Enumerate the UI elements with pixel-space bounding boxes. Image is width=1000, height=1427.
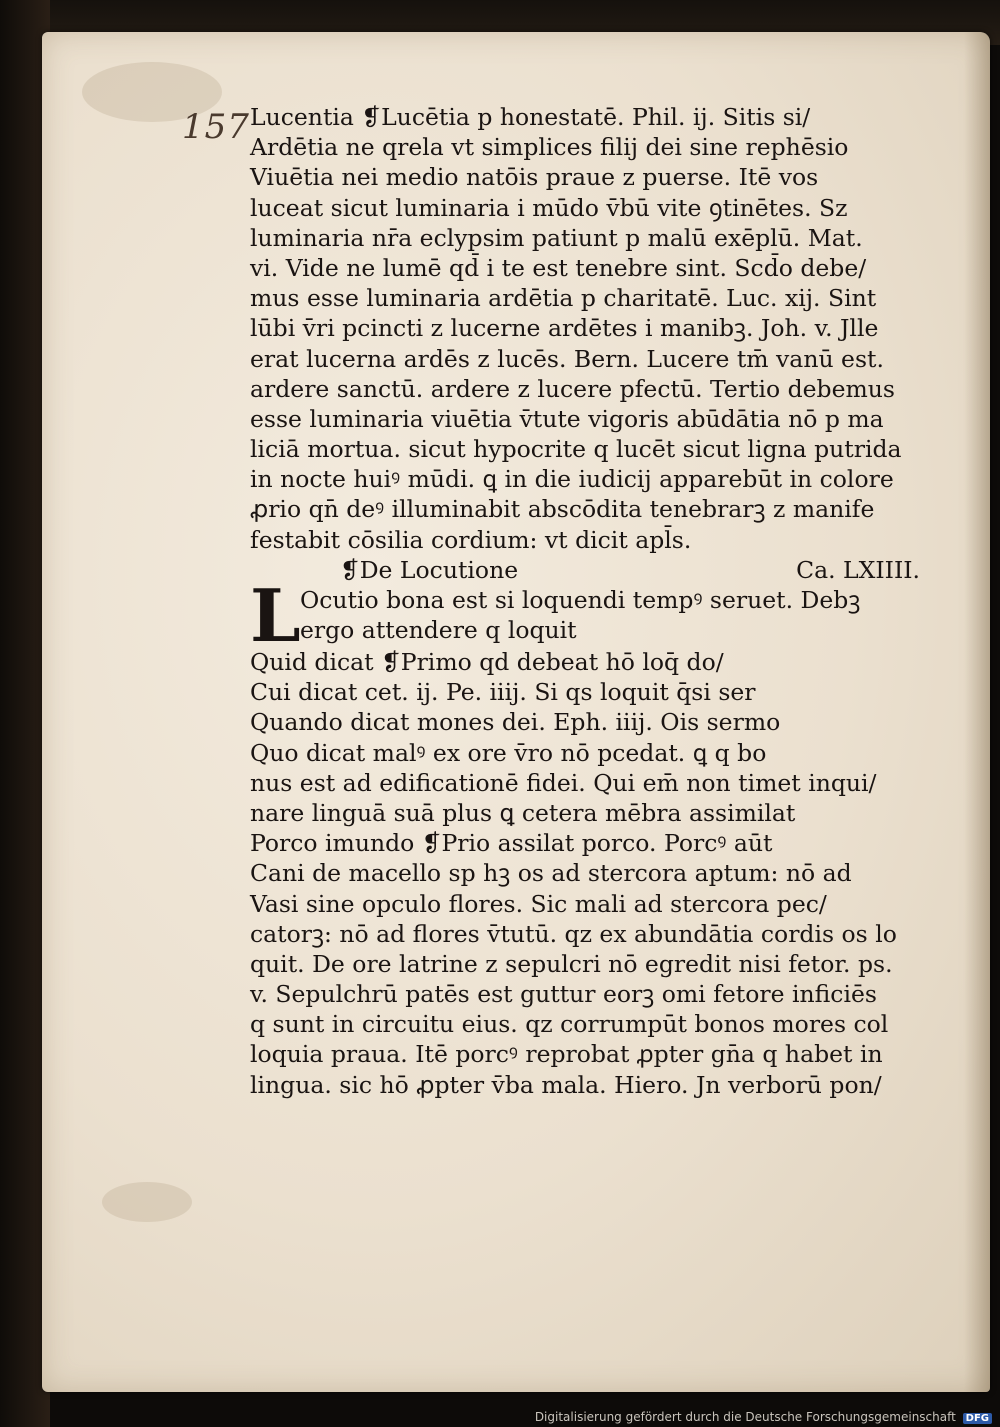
text-line: esse luminaria viuētia v̄tute vigoris abūdātia nō p ma [250, 404, 884, 433]
text-line: Lucentia ❡Lucētia p honestatē. Phil. ij. Sitis si/ [250, 103, 811, 131]
text-line: lūbi v̄ri pcincti z lucerne ardētes i manibꝫ. Joh. v. Jlle [250, 314, 879, 343]
text-line: liciā mortua. sicut hypocrite q lucēt sicut ligna putrida [250, 435, 902, 464]
text-line: Quando dicat mones dei. Eph. iiij. Ois sermo [250, 708, 781, 737]
text-line: nare linguā suā plus ꝗ cetera mēbra assimilat [250, 798, 796, 827]
text-line: vi. Vide ne lumē qd̄ i te est tenebre sint. Scd̄o debe/ [250, 253, 867, 282]
text-line: Porco imundo ❡Prio assilat porco. Porcꝰ aūt [250, 829, 773, 858]
paper-stain [102, 1182, 192, 1222]
text-line: Ocutio bona est si loquendi tempꝰ seruet. Debꝫ [300, 586, 861, 614]
text-line: ꝓrio qn̄ deꝰ illuminabit abscōdita tenebrarꝫ z manife [250, 495, 875, 524]
text-line: Vasi sine opculo flores. Sic mali ad stercora pec/ [250, 889, 827, 918]
folio-number: 157 [182, 107, 250, 147]
text-line: mus esse luminaria ardētia p charitatē. Luc. xij. Sint [250, 284, 877, 313]
text-line: Ardētia ne qrela vt simplices filij dei sine rephēsio [250, 133, 849, 162]
main-text [250, 102, 930, 1100]
locutione-opening [250, 573, 930, 658]
text-line: v. Sepulchrū patēs est guttur eorꝫ omi fetore inficiēs [250, 980, 877, 1009]
dfg-logo: DFG [963, 1413, 992, 1424]
text-line: ardere sanctū. ardere z lucere pfectū. Tertio debemus [250, 374, 895, 403]
page-edge-shadow [964, 32, 990, 1392]
porco-block [250, 828, 930, 1100]
book-page [42, 32, 990, 1392]
text-line: loquia praua. Itē porcꝰ reprobat ꝓpter gn̄a q habet in [250, 1040, 883, 1069]
text-line: Viuētia nei medio natōis praue z puerse. Itē vos [250, 163, 819, 192]
text-line: Quo dicat malꝰ ex ore v̄ro nō pcedat. ꝗ q bo [250, 738, 767, 767]
text-line: lingua. sic hō ꝓpter v̄ba mala. Hiero. Jn verborū pon/ [250, 1070, 882, 1099]
text-line: catorꝫ: nō ad flores v̄tutū. qz ex abundātia cordis os lo [250, 919, 897, 948]
text-line: Quid dicat ❡Primo qd debeat hō loq̄ do/ [250, 648, 724, 676]
chapter-number: Ca. LXIIII. [796, 555, 920, 584]
text-line: luminaria nr̄a eclypsim patiunt p malū exēplū. Mat. [250, 223, 863, 252]
chapter-heading [250, 555, 930, 585]
lucentia-block [250, 102, 930, 555]
text-line: quit. De ore latrine z sepulcri nō egredit nisi fetor. ps. [250, 949, 893, 978]
digitization-credit [535, 1410, 992, 1424]
quid-dicat-block [250, 647, 930, 828]
text-line: ergo attendere q loquit [300, 616, 577, 645]
text-line: erat lucerna ardēs z lucēs. Bern. Lucere tm̄ vanū est. [250, 344, 884, 373]
opening-lines [300, 585, 860, 647]
text-line: luceat sicut luminaria i mūdo v̄bū vite ꝯtinētes. Sz [250, 193, 848, 222]
text-line: q sunt in circuitu eius. qz corrumpūt bonos mores col [250, 1010, 889, 1039]
credit-text: Digitalisierung gefördert durch die Deutsche Forschungsgemeinschaft [534, 1410, 956, 1424]
text-line: Cani de macello sp hꝫ os ad stercora aptum: nō ad [250, 859, 852, 888]
text-line: Cui dicat cet. ij. Pe. iiij. Si qs loquit q̄si ser [250, 678, 756, 707]
text-line: festabit cōsilia cordium: vt dicit apl̄s. [250, 525, 692, 554]
text-line: in nocte huiꝰ mūdi. ꝗ in die iudicij apparebūt in colore [250, 465, 894, 494]
text-line: nus est ad edificationē fidei. Qui em̄ non timet inqui/ [250, 768, 877, 797]
drop-cap: L [250, 573, 301, 658]
section-title: ❡De Locutione [340, 555, 519, 584]
